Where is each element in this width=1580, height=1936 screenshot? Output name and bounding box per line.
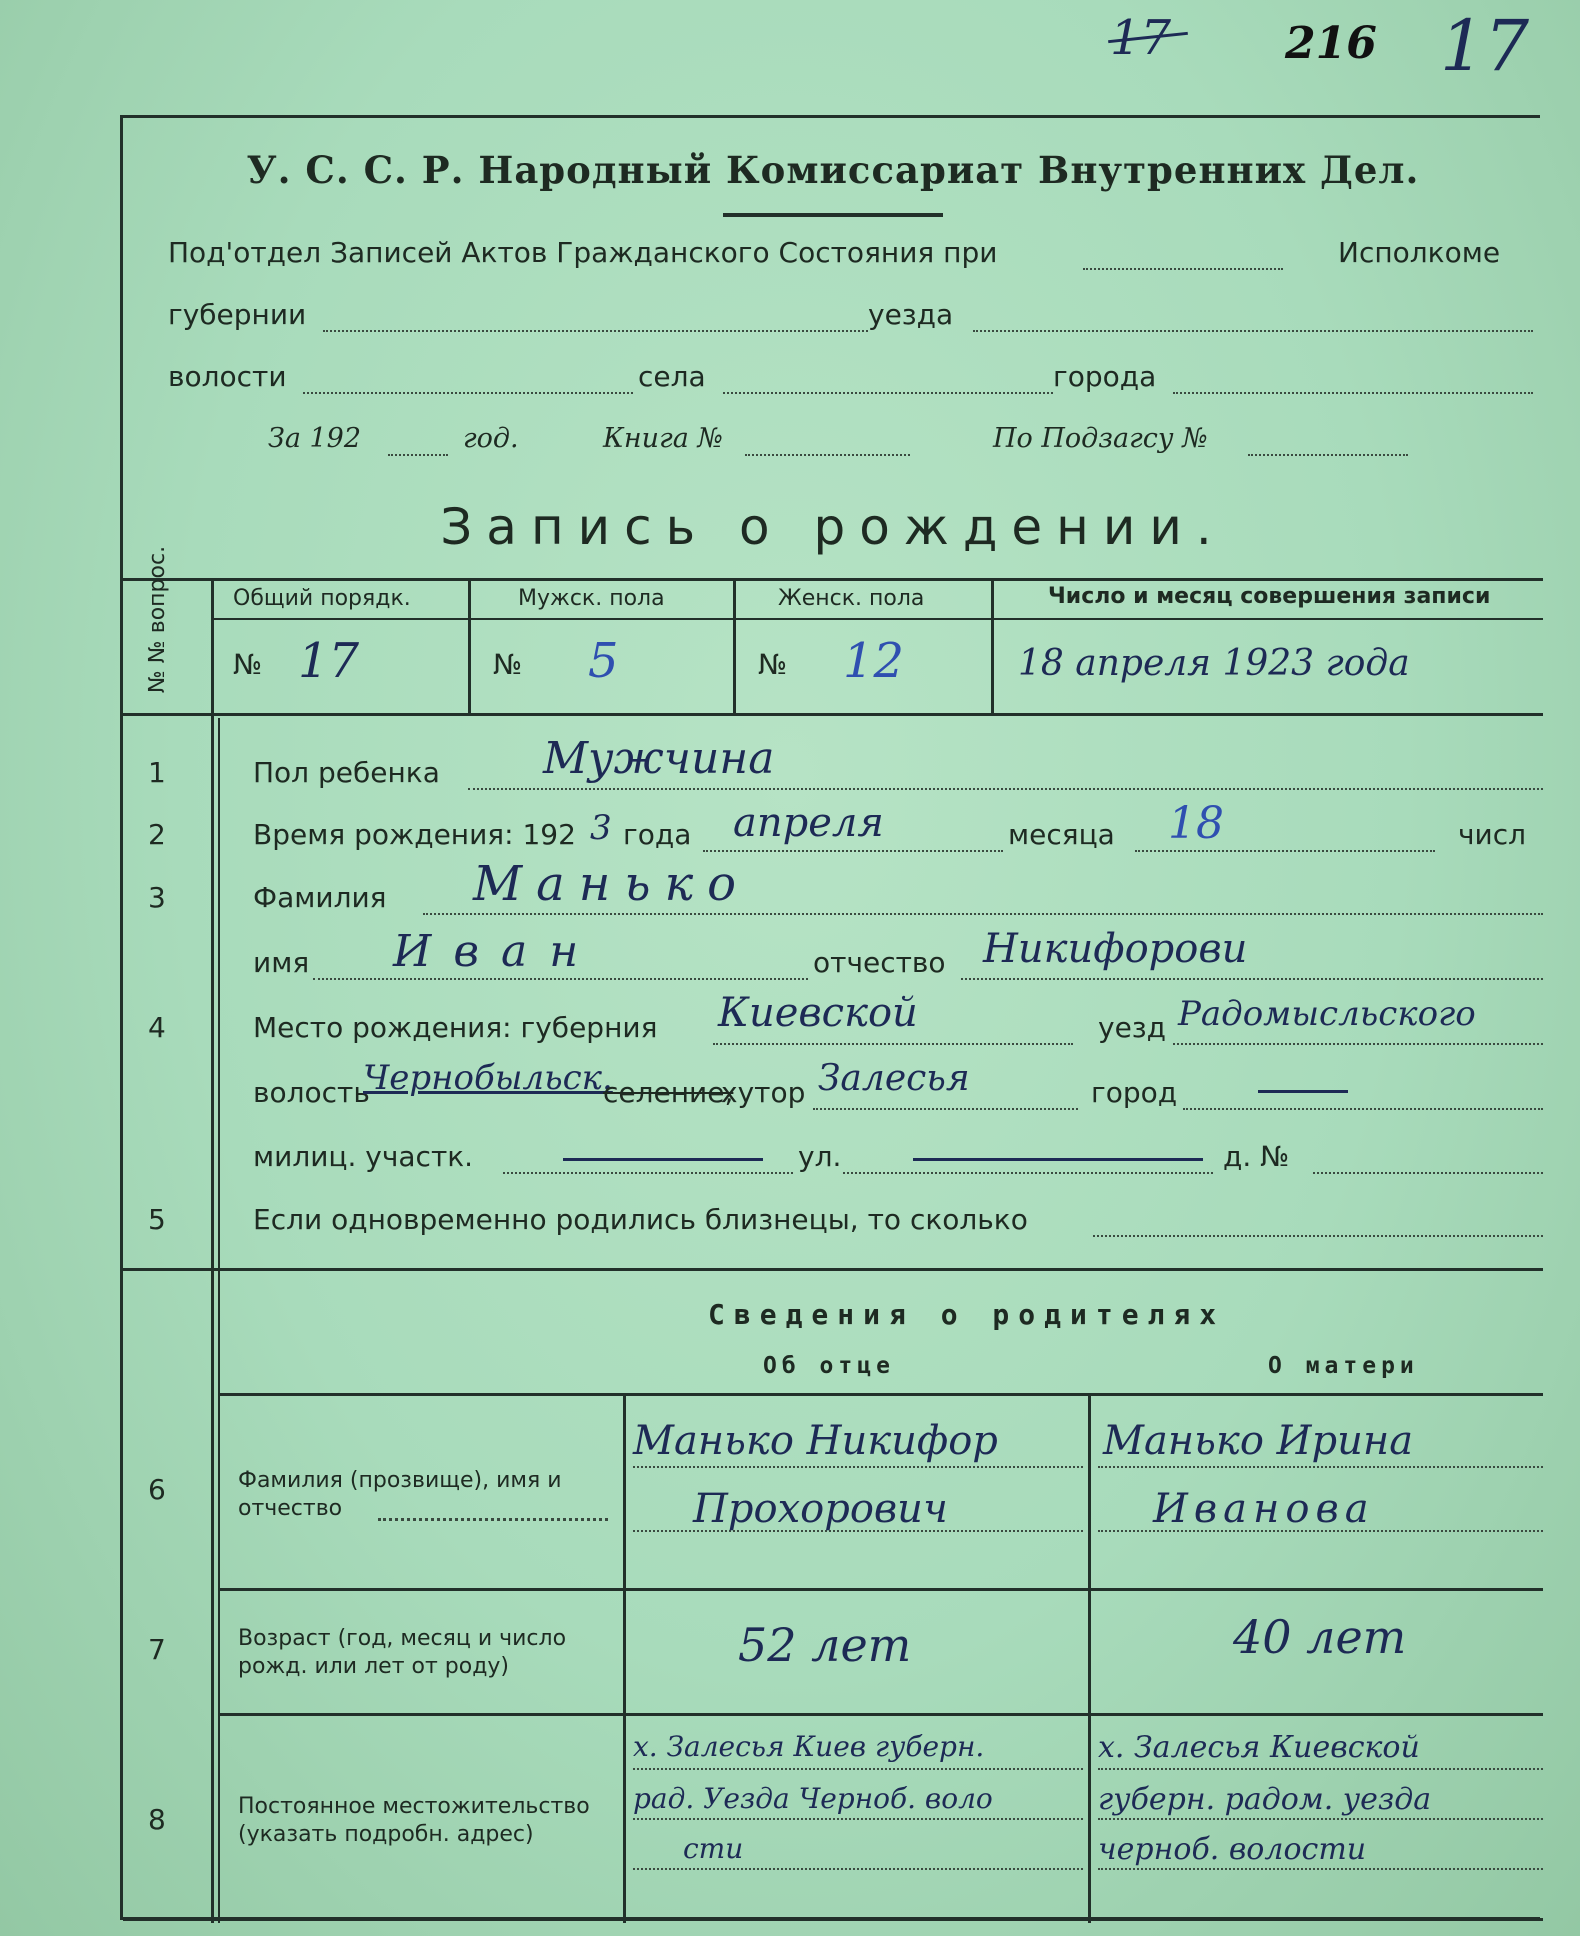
god-label: год. — [463, 423, 519, 454]
col-divider-3 — [991, 578, 994, 713]
mother-address-3: черноб. волости — [1098, 1832, 1367, 1867]
row-number-6: 6 — [148, 1473, 166, 1506]
podzag-blank — [1248, 454, 1408, 456]
goroda-blank — [1173, 392, 1533, 394]
volosti-label: волости — [168, 360, 287, 393]
parents-section-top — [123, 1268, 1543, 1271]
house-label: д. № — [1223, 1140, 1290, 1173]
uezd-value: Радомысльского — [1178, 994, 1476, 1034]
mother-name-1: Манько Ирина — [1103, 1418, 1414, 1464]
question-column-label: № № вопрос. — [145, 545, 170, 693]
female-no-label: № — [758, 648, 788, 681]
uezda-label: уезда — [868, 298, 954, 331]
record-table-header-line — [213, 618, 1543, 620]
header-total: Общий порядк. — [233, 586, 411, 611]
record-date-value: 18 апреля 1923 года — [1018, 643, 1410, 684]
time-chisl-label: числ — [1458, 818, 1527, 851]
gubernii-blank — [323, 330, 868, 332]
father-addr-line-3 — [633, 1868, 1083, 1870]
surname-blank — [423, 913, 1543, 915]
mother-heading: О матери — [1268, 1353, 1419, 1379]
house-blank — [1313, 1172, 1543, 1174]
hutor-blank — [813, 1108, 1078, 1110]
row-number-5: 5 — [148, 1203, 166, 1236]
header-female: Женск. пола — [778, 586, 925, 611]
total-value: 17 — [298, 633, 360, 689]
street-dash — [913, 1158, 1203, 1161]
militia-label: милиц. участк. — [253, 1140, 474, 1173]
gorod-dash — [1258, 1090, 1348, 1093]
mother-address-1: х. Залесья Киевской — [1098, 1730, 1420, 1765]
hutor-label: хутор — [721, 1076, 806, 1109]
time-goda-label: года — [623, 818, 692, 851]
podzag-label: По Подзагсу № — [993, 423, 1208, 454]
hutor-value: Залесья — [818, 1058, 970, 1099]
row8-label-1: Постоянное местожительство — [238, 1794, 590, 1819]
sex-label: Пол ребенка — [253, 756, 440, 789]
row6-bottom — [218, 1588, 1543, 1591]
uezda-blank — [973, 330, 1533, 332]
col-divider-1 — [468, 578, 471, 713]
mother-name-2: Иванова — [1153, 1486, 1375, 1532]
row-number-2: 2 — [148, 818, 166, 851]
kniga-label: Книга № — [603, 423, 723, 454]
gorod-label: город — [1091, 1076, 1178, 1109]
row7-label-2: рожд. или лет от роду) — [238, 1654, 510, 1679]
father-address-3: сти — [683, 1832, 744, 1865]
male-value: 5 — [588, 633, 619, 689]
question-column-divider — [211, 578, 214, 1923]
row6-label-1: Фамилия (прозвище), имя и — [238, 1468, 562, 1493]
record-table-top — [123, 578, 1543, 581]
twins-label: Если одновременно родились близнецы, то сколько — [253, 1203, 1028, 1236]
birthplace-label: Место рождения: губерния — [253, 1011, 658, 1044]
female-value: 12 — [843, 633, 905, 689]
time-mesyaca-label: месяца — [1008, 818, 1115, 851]
father-column-divider — [623, 1393, 626, 1923]
father-age: 52 лет — [738, 1618, 912, 1672]
sex-value: Мужчина — [543, 733, 775, 784]
row-number-7: 7 — [148, 1633, 166, 1666]
street-blank — [843, 1172, 1213, 1174]
goroda-label: города — [1053, 360, 1157, 393]
mother-age: 40 лет — [1233, 1610, 1407, 1664]
row-number-4: 4 — [148, 1011, 166, 1044]
form-title: У. С. С. Р. Народный Комиссариат Внутренних Дел. — [246, 148, 1420, 192]
parents-table-top — [218, 1393, 1543, 1396]
time-day-value: 18 — [1168, 798, 1224, 849]
year-label: За 192 — [268, 423, 362, 454]
document-heading: Запись о рождении. — [440, 498, 1226, 556]
form-bottom — [123, 1918, 1543, 1921]
row-number-3: 3 — [148, 881, 166, 914]
father-name-1: Манько Никифор — [633, 1418, 998, 1464]
mother-addr-line-1 — [1098, 1768, 1543, 1770]
time-month-value: апреля — [733, 800, 884, 846]
title-underline — [723, 213, 943, 217]
time-label: Время рождения: 192 — [253, 818, 576, 851]
father-name-2: Прохорович — [693, 1486, 948, 1532]
name-value: Иван — [393, 926, 601, 977]
father-heading: Об отце — [763, 1353, 895, 1379]
parents-heading: Сведения о родителях — [708, 1298, 1226, 1331]
time-year-value: 3 — [590, 808, 612, 848]
row7-label-1: Возраст (год, месяц и число — [238, 1626, 567, 1651]
row-number-1: 1 — [148, 756, 166, 789]
sela-label: села — [638, 360, 706, 393]
male-no-label: № — [493, 648, 523, 681]
father-address-2: рад. Уезда Черноб. воло — [633, 1782, 993, 1815]
volost-label: волость — [253, 1076, 370, 1109]
twins-blank — [1093, 1235, 1543, 1237]
militia-blank — [503, 1172, 793, 1174]
subdept-label: Под'отдел Записей Актов Гражданского Состояния при — [168, 236, 998, 269]
sex-blank — [468, 788, 1543, 790]
patronymic-blank — [961, 978, 1543, 980]
record-table-bottom — [123, 713, 1543, 716]
row8-label-2: (указать подробн. адрес) — [238, 1822, 534, 1847]
kniga-blank — [745, 454, 910, 456]
time-month-blank — [703, 850, 1003, 852]
volosti-blank — [303, 392, 633, 394]
gorod-blank — [1183, 1108, 1543, 1110]
volost-value: Чернобыльск. — [363, 1058, 613, 1098]
mother-addr-line-3 — [1098, 1868, 1543, 1870]
ispolkom-label: Исполкоме — [1338, 236, 1501, 269]
corner-number-3: 17 — [1440, 5, 1530, 87]
mother-name-line-1 — [1098, 1466, 1543, 1468]
gubernii-label: губернии — [168, 298, 307, 331]
name-blank — [313, 978, 808, 980]
mother-addr-line-2 — [1098, 1818, 1543, 1820]
subdept-blank — [1083, 268, 1283, 270]
header-male: Мужск. пола — [518, 586, 665, 611]
gubernia-value: Киевской — [718, 990, 918, 1036]
patronymic-value: Никифорови — [983, 926, 1248, 972]
row7-bottom — [218, 1713, 1543, 1716]
selenie-label: селение, — [603, 1076, 734, 1109]
father-addr-line-2 — [633, 1818, 1083, 1820]
year-blank — [388, 454, 448, 456]
father-address-1: х. Залесья Киев губерн. — [633, 1730, 985, 1763]
time-day-blank — [1135, 850, 1435, 852]
uezd-blank — [1173, 1043, 1543, 1045]
street-label: ул. — [798, 1140, 842, 1173]
corner-number-1: 17 — [1110, 10, 1172, 66]
row6-label-2: отчество — [238, 1496, 343, 1521]
surname-label: Фамилия — [253, 881, 387, 914]
birth-record-form — [120, 115, 1540, 1920]
header-date: Число и месяц совершения записи — [1048, 584, 1491, 609]
militia-dash — [563, 1158, 763, 1161]
mother-address-2: губерн. радом. уезда — [1098, 1782, 1432, 1817]
row6-label-dots — [378, 1518, 608, 1521]
col-divider-2 — [733, 578, 736, 713]
patronymic-label: отчество — [813, 946, 946, 979]
corner-number-2: 216 — [1285, 18, 1377, 69]
uezd-label: уезд — [1098, 1011, 1167, 1044]
row-inner-divider — [218, 718, 220, 1923]
mother-column-divider — [1088, 1393, 1091, 1923]
gubernia-blank — [713, 1043, 1073, 1045]
row-number-8: 8 — [148, 1803, 166, 1836]
sela-blank — [723, 392, 1053, 394]
father-name-line-1 — [633, 1466, 1083, 1468]
name-label: имя — [253, 946, 310, 979]
father-addr-line-1 — [633, 1768, 1083, 1770]
surname-value: Манько — [473, 856, 751, 912]
total-no-label: № — [233, 648, 263, 681]
